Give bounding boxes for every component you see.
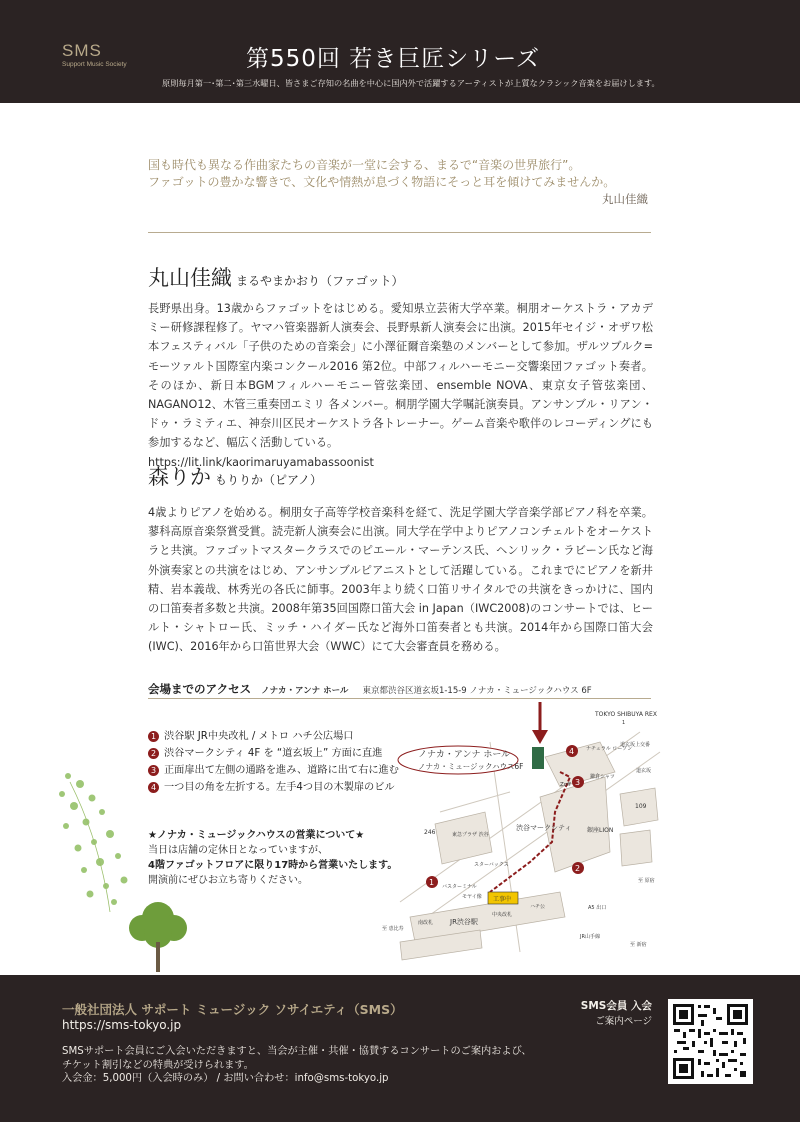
- intro-line-2: ファゴットの豊かな響きで、文化や情熱が息づく物語にそっと耳を傾けてみませんか。: [148, 175, 616, 189]
- notice-line: 4階ファゴットフロアに限り17時から営業いたします。: [148, 860, 398, 871]
- artist-heading-2: [148, 461, 322, 491]
- membership-label: [580, 998, 652, 1027]
- membership-subtitle: ご案内ページ: [595, 1016, 652, 1027]
- map-label: 東急プラザ 渋谷: [452, 832, 489, 838]
- intro-line-1: 国も時代も異なる作曲家たちの音楽が一堂に会する、まるで“音楽の世界旅行”。: [148, 158, 581, 172]
- org-website-link[interactable]: https://sms-tokyo.jp: [62, 1018, 182, 1032]
- access-address: 東京都渋谷区道玄坂1-15-9 ノナカ・ミュージックハウス 6F: [362, 686, 592, 696]
- map-label: 至 原宿: [638, 878, 655, 884]
- map-label: 至 新宿: [630, 942, 647, 948]
- map-label: 南改札: [418, 920, 434, 926]
- map-label: バスターミナル: [442, 884, 477, 890]
- map-label: 109: [635, 803, 647, 810]
- map-label: TOKYO SHIBUYA REX: [595, 711, 657, 718]
- membership-title: SMS会員 入会: [580, 1000, 652, 1012]
- map-label: 銀座LION: [587, 827, 614, 834]
- logo-subtitle: Support Music Society: [62, 61, 127, 68]
- access-map: [380, 702, 670, 964]
- map-label: 1: [622, 720, 626, 726]
- artist-bio-1: [148, 299, 653, 472]
- map-label: 道玄坂上交番: [620, 742, 651, 748]
- map-label: JR山手線: [580, 934, 600, 940]
- artist-name: 森りか: [148, 465, 211, 489]
- map-label: 工事中: [493, 896, 512, 903]
- info-line: 入会金：5,000円（入会時のみ） / お問い合わせ：info@sms-tokyo.jp: [62, 1073, 389, 1085]
- artist-bio-2: [148, 503, 653, 657]
- artist-name: 丸山佳織: [148, 266, 232, 290]
- access-step: 4 一つ目の角を左折する。左手4つ目の木製扉のビル: [148, 779, 448, 796]
- page-title: 第550回 若き巨匠シリーズ: [246, 46, 541, 72]
- qr-code-icon[interactable]: [668, 999, 753, 1084]
- map-label: A5 出口: [588, 905, 607, 911]
- notice-title: ★ノナカ・ミュージックハウスの営業について★: [148, 830, 365, 841]
- map-label: 中央改札: [492, 912, 513, 918]
- access-heading: [148, 678, 651, 697]
- map-label: ノナカ・ミュージックハウス6F: [418, 762, 524, 771]
- org-name: 一般社団法人 サポート ミュージック ソサイエティ（SMS）: [62, 1002, 403, 1017]
- logo-text: SMS: [62, 41, 102, 60]
- map-label: スターバックス: [474, 862, 509, 868]
- notice-line: 開演前にぜひお立ち寄りください。: [148, 875, 308, 886]
- bio-text: 長野県出身。13歳からファゴットをはじめる。愛知県立芸術大学卒業。桐朋オーケストラ・アカデミー研修課程修了。ヤマハ管楽器新人演奏会、長野県新人演奏会に出演。2015年セイジ・オザワ松本フェスティバル「子供のための音楽会」に小澤征爾音楽塾のメンバーとして参加。ザルツブルク=モーツァルト国際室内楽コンクール2016 第2位。中部フィルハーモニー交響楽団ファゴット奏者。そのほか、新日本BGMフィルハーモニー管弦楽団、ensemble NOVA、東京女子管弦楽団、NAGANO12、木管三重奏団エミリ 各メンバー。桐朋学園大学嘱託演奏員。アンサンブル・リアン・ドゥ・ラミティエ、神奈川区民オーケストラ各トレーナー。ゲーム音楽や歌伴のレコーディングにも参加するなど、幅広く活動している。: [148, 302, 653, 450]
- page-subtitle: 原則毎月第一･第二･第三水曜日、皆さまご存知の名曲を中心に国内外で活躍するアーティストが上質なクラシック音楽をお届けします。: [162, 78, 660, 88]
- artist-reading: まるやまかおり（ファゴット）: [236, 274, 404, 288]
- access-title: 会場までのアクセス: [148, 682, 252, 696]
- membership-info: [62, 1045, 532, 1086]
- map-label: モヤイ像: [462, 894, 482, 900]
- map-label: 鎌倉シャツ: [590, 774, 615, 780]
- info-line: チケット割引などの特典が受けられます。: [62, 1059, 254, 1071]
- access-divider: [148, 698, 651, 699]
- info-line: SMSサポート会員にご入会いただきますと、当会が主催・共催・協賛するコンサートのご案内および、: [62, 1046, 532, 1057]
- access-step: 1 渋谷駅 JR中央改札 / メトロ ハチ公広場口: [148, 728, 448, 745]
- map-label: 至 恵比寿: [382, 926, 404, 932]
- map-label: ハチ公: [530, 904, 546, 910]
- access-venue: ノナカ・アンナ ホール: [261, 686, 349, 696]
- map-label: Zoff: [560, 782, 571, 788]
- bio-text: 4歳よりピアノを始める。桐朋女子高等学校音楽科を経て、洗足学園大学音楽学部ピアノ科を卒業。蓼科高原音楽祭賞受賞。読売新人演奏会に出演。同大学在学中よりピアノコンチェルトをオーケストラと共演。ファゴットマスタークラスでのピエール・マーテンス氏、ヘンリック・ラビーン氏など海外演奏家との共演をはじめ、アンサンブルピアニストとして活躍している。これまでにピアノを新井精、岩本義哉、林秀光の各氏に師事。2003年より続く口笛リサイタルでの共演をきっかけに、国内の口笛奏者多数と共演。2008年第35回国際口笛大会 in Japan（IWC2008)のコンサートでは、ヒールト・シャトロー氏、ミッチ・ハイダー氏など海外口笛奏者とも共演。2014年から国際口笛大会(IWC)、2016年から口笛世界大会（WWC）にて大会審査員を務める。: [148, 506, 653, 654]
- svg-text:4: 4: [569, 747, 575, 756]
- access-step: 2 渋谷マークシティ 4F を “道玄坂上” 方面に直進: [148, 745, 448, 762]
- artist-link[interactable]: https://lit.link/kaorimaruyamabassoonist: [148, 455, 374, 469]
- svg-text:2: 2: [575, 864, 581, 873]
- artist-reading: もりりか（ピアノ）: [215, 473, 323, 487]
- tree-icon: [118, 898, 198, 976]
- artist-heading-1: [148, 262, 404, 292]
- notice-line: 当日は店舗の定休日となっていますが、: [148, 845, 328, 856]
- section-divider: [148, 232, 651, 233]
- map-label: 道玄坂: [636, 768, 652, 774]
- map-label: 246: [424, 829, 436, 836]
- intro-signer: 丸山佳織: [602, 192, 648, 206]
- svg-text:3: 3: [575, 778, 581, 787]
- intro-message: [148, 157, 648, 208]
- svg-text:1: 1: [429, 878, 435, 887]
- map-label: 渋谷マークシティ: [516, 824, 572, 832]
- map-label: ノナカ・アンナ ホール: [418, 750, 511, 760]
- map-label: ナチュラル ローソン: [586, 746, 633, 752]
- access-step: 3 正面扉出て左側の通路を進み、道路に出て右に進む: [148, 762, 448, 779]
- map-label: JR渋谷駅: [450, 918, 478, 926]
- sms-logo: [62, 42, 142, 69]
